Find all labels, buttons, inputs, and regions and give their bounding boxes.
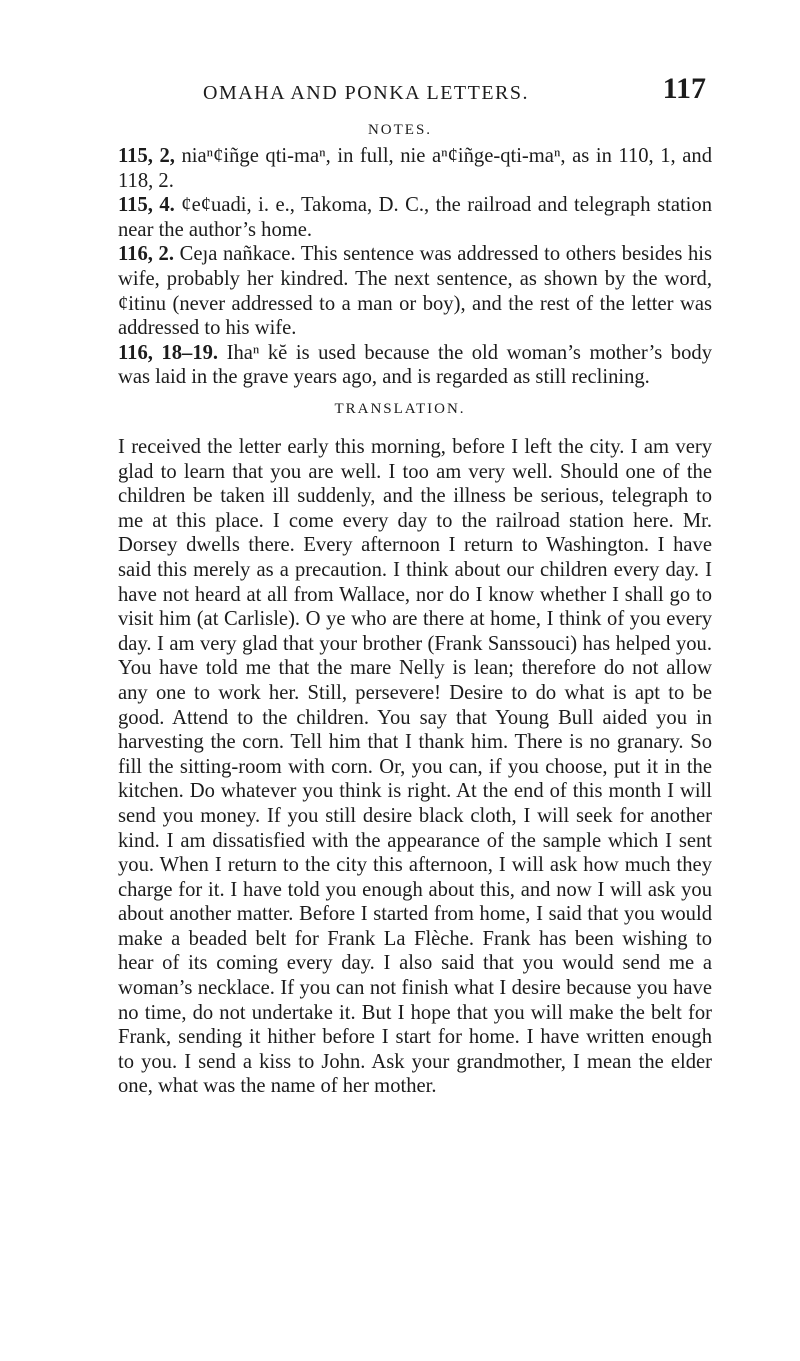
running-title: OMAHA AND PONKA LETTERS. [203,82,530,104]
translation-heading: TRANSLATION. [334,401,466,417]
note-reference: 116, 2. [118,243,174,266]
note-item [118,144,712,193]
note-item [118,242,712,340]
note-reference: 115, 2, [118,145,175,167]
note-text: Ihaⁿ kĕ is used because the old woman’s mother’s body was laid in the grave years ago, and is regarded as still reclining. [118,341,712,389]
page-number: 117 [662,72,706,105]
note-text: niaⁿ¢iñge qti-maⁿ, in full, nie aⁿ¢iñge-qti-maⁿ, as in 110, 1, and 118, 2. [118,145,712,192]
notes-heading: NOTES. [367,122,433,138]
note-text: Ceȷa nañkace. This sentence was addressed to others besides his wife, probably her kindred. The next sentence, as shown by the word, ¢itinu (never addressed to a man or boy), and the rest of the letter was addressed to his wife. [118,243,712,340]
translation-paragraph: I received the letter early this morning, before I left the city. I am very glad to learn that you are well. I too am very well. Should one of the children be taken ill suddenly, and the illness be serious, telegraph to me at this place. I come every day to the railroad station here. Mr. Dorsey dwells there. Every afternoon I return to Washington. I have said this merely as a precaution. I think about our children every day. I have not heard at all from Wallace, nor do I know whether I shall go to visit him (at Carlisle). O ye who are there at home, I think of you every day. I am very glad that your brother (Frank Sanssouci) has helped you. You have told me that the mare Nelly is lean; therefore do not allow any one to work her. Still, persevere! Desire to do what is apt to be good. Attend to the children. You say that Young Bull aided you in harvesting the corn. Tell him that I thank him. There is no granary. So fill the sitting-room with corn. Or, you can, if you choose, put it in the kitchen. Do whatever you think is right. At the end of this month I will send you money. If you still desire black cloth, I will seek for another kind. I am dissatisfied with the appearance of the sample which I sent you. When I return to the city this afternoon, I will ask how much they charge for it. I have told you enough about this, and now I will ask you about another matter. Before I started from home, I said that you would make a beaded belt for Frank La Flèche. Frank has been wishing to hear of its coming every day. I also said that you would send me a woman’s necklace. If you can not finish what I desire because you have no time, do not undertake it. But I hope that you will make the belt for Frank, sending it hither before I start for home. I have written enough to you. I send a kiss to John. Ask your grandmother, I mean the elder one, what was the name of her mother. [118,436,712,1098]
note-text: ¢e¢uadi, i. e., Takoma, D. C., the railroad and telegraph station near the author’s home. [118,194,712,241]
notes-section [118,144,712,390]
note-item [118,341,712,390]
note-reference: 115, 4. [118,194,175,217]
running-head [118,72,710,118]
note-item [118,193,712,242]
translation-section [118,435,712,1099]
note-reference: 116, 18–19. [118,341,219,364]
